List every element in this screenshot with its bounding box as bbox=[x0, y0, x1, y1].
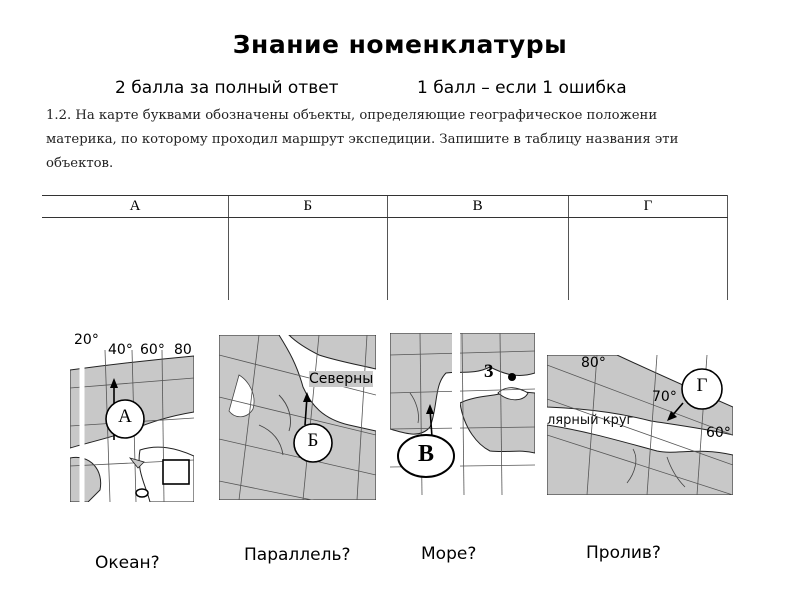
map-a-deg-80: 80 bbox=[174, 342, 192, 358]
map-v-image bbox=[390, 333, 535, 495]
map-g-deg-80: 80° bbox=[581, 355, 606, 371]
map-a-deg-40: 40° bbox=[108, 342, 133, 358]
map-a-letter: А bbox=[118, 406, 132, 427]
map-g-deg-60: 60° bbox=[706, 425, 731, 441]
header-a: А bbox=[42, 196, 229, 218]
answer-cell-a[interactable] bbox=[42, 218, 229, 301]
map-fragment-b bbox=[219, 335, 376, 500]
map-a-deg-60: 60° bbox=[140, 342, 165, 358]
answer-table bbox=[42, 195, 728, 300]
map-v-number: 3 bbox=[484, 361, 494, 382]
answer-row bbox=[42, 218, 728, 301]
header-v: В bbox=[387, 196, 568, 218]
question-strait: Пролив? bbox=[586, 543, 661, 563]
answer-cell-b[interactable] bbox=[229, 218, 387, 301]
map-fragment-v bbox=[390, 333, 535, 495]
task-line-3: объектов. bbox=[46, 156, 114, 171]
header-b: Б bbox=[229, 196, 387, 218]
answer-table-header bbox=[42, 196, 728, 218]
map-fragment-a bbox=[70, 330, 194, 502]
map-v-letter: В bbox=[417, 441, 434, 467]
map-b-letter: Б bbox=[307, 430, 319, 451]
map-g-deg-70: 70° bbox=[652, 389, 677, 405]
map-g-text: лярный круг bbox=[547, 413, 634, 428]
map-a-deg-20: 20° bbox=[74, 332, 99, 348]
map-fragment-g bbox=[547, 355, 733, 495]
header-g: Г bbox=[568, 196, 727, 218]
question-ocean: Океан? bbox=[95, 553, 160, 573]
task-line-2: материка, по которому проходил маршрут экспедиции. Запишите в таблицу названия эти bbox=[46, 132, 679, 147]
question-sea: Море? bbox=[421, 544, 477, 564]
answer-cell-v[interactable] bbox=[387, 218, 568, 301]
scoring-one-error: 1 балл – если 1 ошибка bbox=[417, 78, 627, 98]
answer-cell-g[interactable] bbox=[568, 218, 727, 301]
question-parallel: Параллель? bbox=[244, 545, 351, 565]
scoring-full: 2 балла за полный ответ bbox=[115, 78, 339, 98]
map-b-text: Северны bbox=[309, 371, 374, 387]
task-line-1: 1.2. На карте буквами обозначены объекты, определяющие географическое положени bbox=[46, 108, 658, 123]
map-b-image bbox=[219, 335, 376, 500]
map-g-letter: Г bbox=[696, 375, 708, 396]
slide-title: Знание номенклатуры bbox=[232, 30, 568, 59]
task-text bbox=[46, 104, 736, 176]
